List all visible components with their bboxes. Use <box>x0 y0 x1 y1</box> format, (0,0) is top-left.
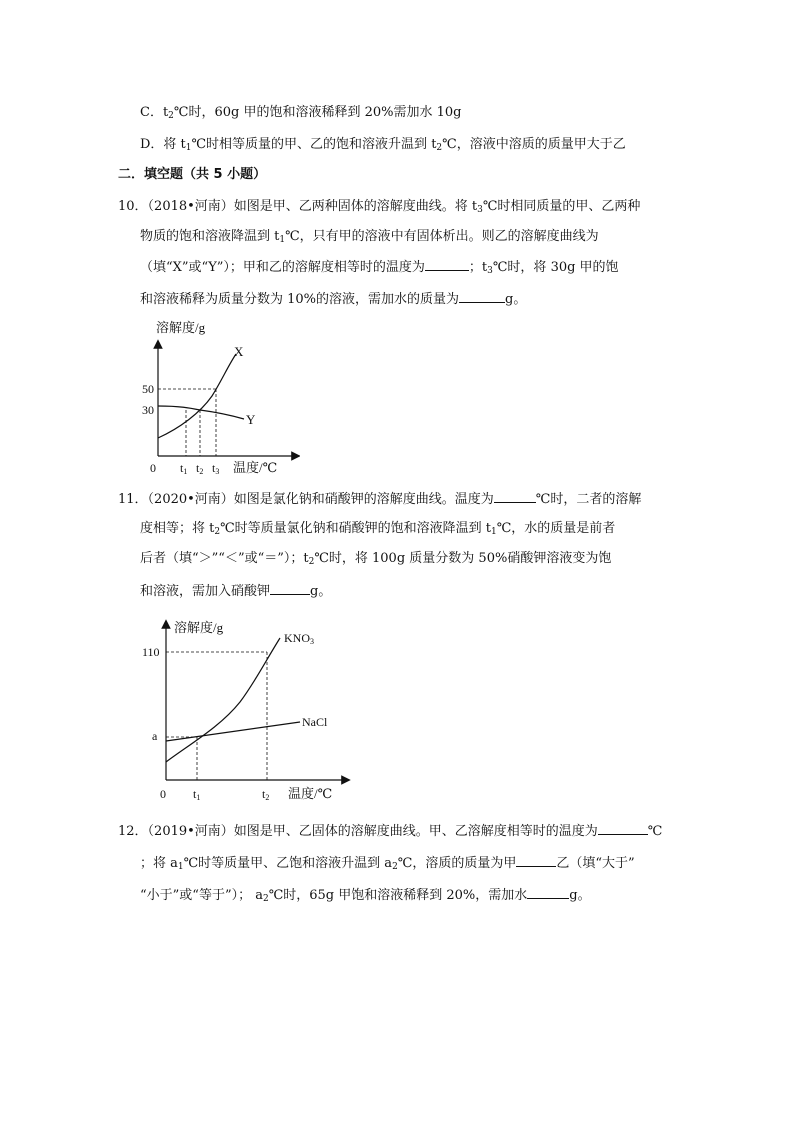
chart2-xlabel: 温度/℃ <box>288 786 333 801</box>
chart1-xtick-t2: t2 <box>196 461 204 476</box>
q10-line1: 10．（2018•河南）如图是甲、乙两种固体的溶解度曲线。将 $t_3℃$时相同质量的甲、乙两种 <box>118 199 641 215</box>
chart1-ylabel: 溶解度/g <box>156 320 206 335</box>
option-c: C．$t_2℃$时，60g 甲的饱和溶液稀释到 20%需加水 10g <box>140 105 462 121</box>
q10-line4: 和溶液稀释为质量分数为 10%的溶液，需加水的质量为 g。 <box>140 292 527 307</box>
q12-line3: “小于”或“等于”）； $a_2℃$时，65g 甲饱和溶液稀释到 20%，需加水 g。 <box>140 888 591 904</box>
chart2-origin: 0 <box>160 787 166 801</box>
q11-line2: 度相等；将 $t_2℃$时等质量氯化钠和硝酸钾的饱和溶液降温到 $t_1℃$，水的质量是前者 <box>140 521 616 537</box>
q10-line2: 物质的饱和溶液降温到 $t_1℃$，只有甲的溶液中有固体析出。则乙的溶解度曲线为 <box>140 229 599 245</box>
chart1-ytick-50: 50 <box>142 382 154 396</box>
chart1-xlabel: 温度/℃ <box>233 460 278 475</box>
chart1-series-y-label: Y <box>246 412 256 427</box>
curve-x <box>158 354 236 438</box>
answer-blank[interactable] <box>425 258 469 271</box>
chart1-origin: 0 <box>150 461 156 475</box>
section-title: 二．填空题（共 5 小题） <box>118 167 267 182</box>
chart2-series-nacl-label: NaCl <box>302 715 328 729</box>
chart2-ylabel: 溶解度/g <box>174 620 224 635</box>
curve-kno3 <box>166 638 280 762</box>
chart1-ytick-30: 30 <box>142 403 154 417</box>
chart1-xtick-t1: t1 <box>180 461 188 476</box>
q11-line1: 11．（2020•河南）如图是氯化钠和硝酸钾的溶解度曲线。温度为 ℃时，二者的溶解 <box>118 492 642 507</box>
solubility-chart-2 <box>140 612 360 804</box>
answer-blank[interactable] <box>270 582 310 595</box>
curve-nacl <box>166 722 300 741</box>
answer-blank[interactable] <box>459 290 505 303</box>
chart1-xtick-t3: t3 <box>212 461 220 476</box>
q11-line4: 和溶液，需加入硝酸钾 g。 <box>140 584 332 599</box>
chart2-ytick-110: 110 <box>142 645 160 659</box>
chart1-series-x-label: X <box>234 344 244 359</box>
answer-blank[interactable] <box>516 854 556 867</box>
q11-line3: 后者（填“＞”“＜”或“＝”）；$t_2℃$时，将 100g 质量分数为 50%硝酸钾溶液变为饱 <box>140 551 612 567</box>
chart2-xtick-t1: t1 <box>193 787 201 802</box>
chart2-xtick-t2: t2 <box>262 787 270 802</box>
q12-line1: 12．（2019•河南）如图是甲、乙固体的溶解度曲线。甲、乙溶解度相等时的温度为 ℃ <box>118 824 663 839</box>
curve-y <box>158 406 244 419</box>
chart2-ytick-a: a <box>152 729 158 743</box>
option-d: D．将 $t_1℃$时相等质量的甲、乙的饱和溶液升温到 $t_2℃$，溶液中溶质的质量甲大于乙 <box>140 137 626 153</box>
answer-blank[interactable] <box>494 490 536 503</box>
q10-line3: （填“X”或“Y”）；甲和乙的溶解度相等时的温度为 ；$t_3℃$时，将 30g 甲的饱 <box>140 260 619 276</box>
answer-blank[interactable] <box>527 886 569 899</box>
chart2-series-kno3-label: KNO3 <box>284 631 314 646</box>
answer-blank[interactable] <box>598 822 648 835</box>
solubility-chart-1 <box>140 318 300 480</box>
q12-line2: ；将 $a_1℃$时等质量甲、乙饱和溶液升温到 $a_2℃$，溶质的质量为甲 乙（填“大于” <box>140 856 635 872</box>
